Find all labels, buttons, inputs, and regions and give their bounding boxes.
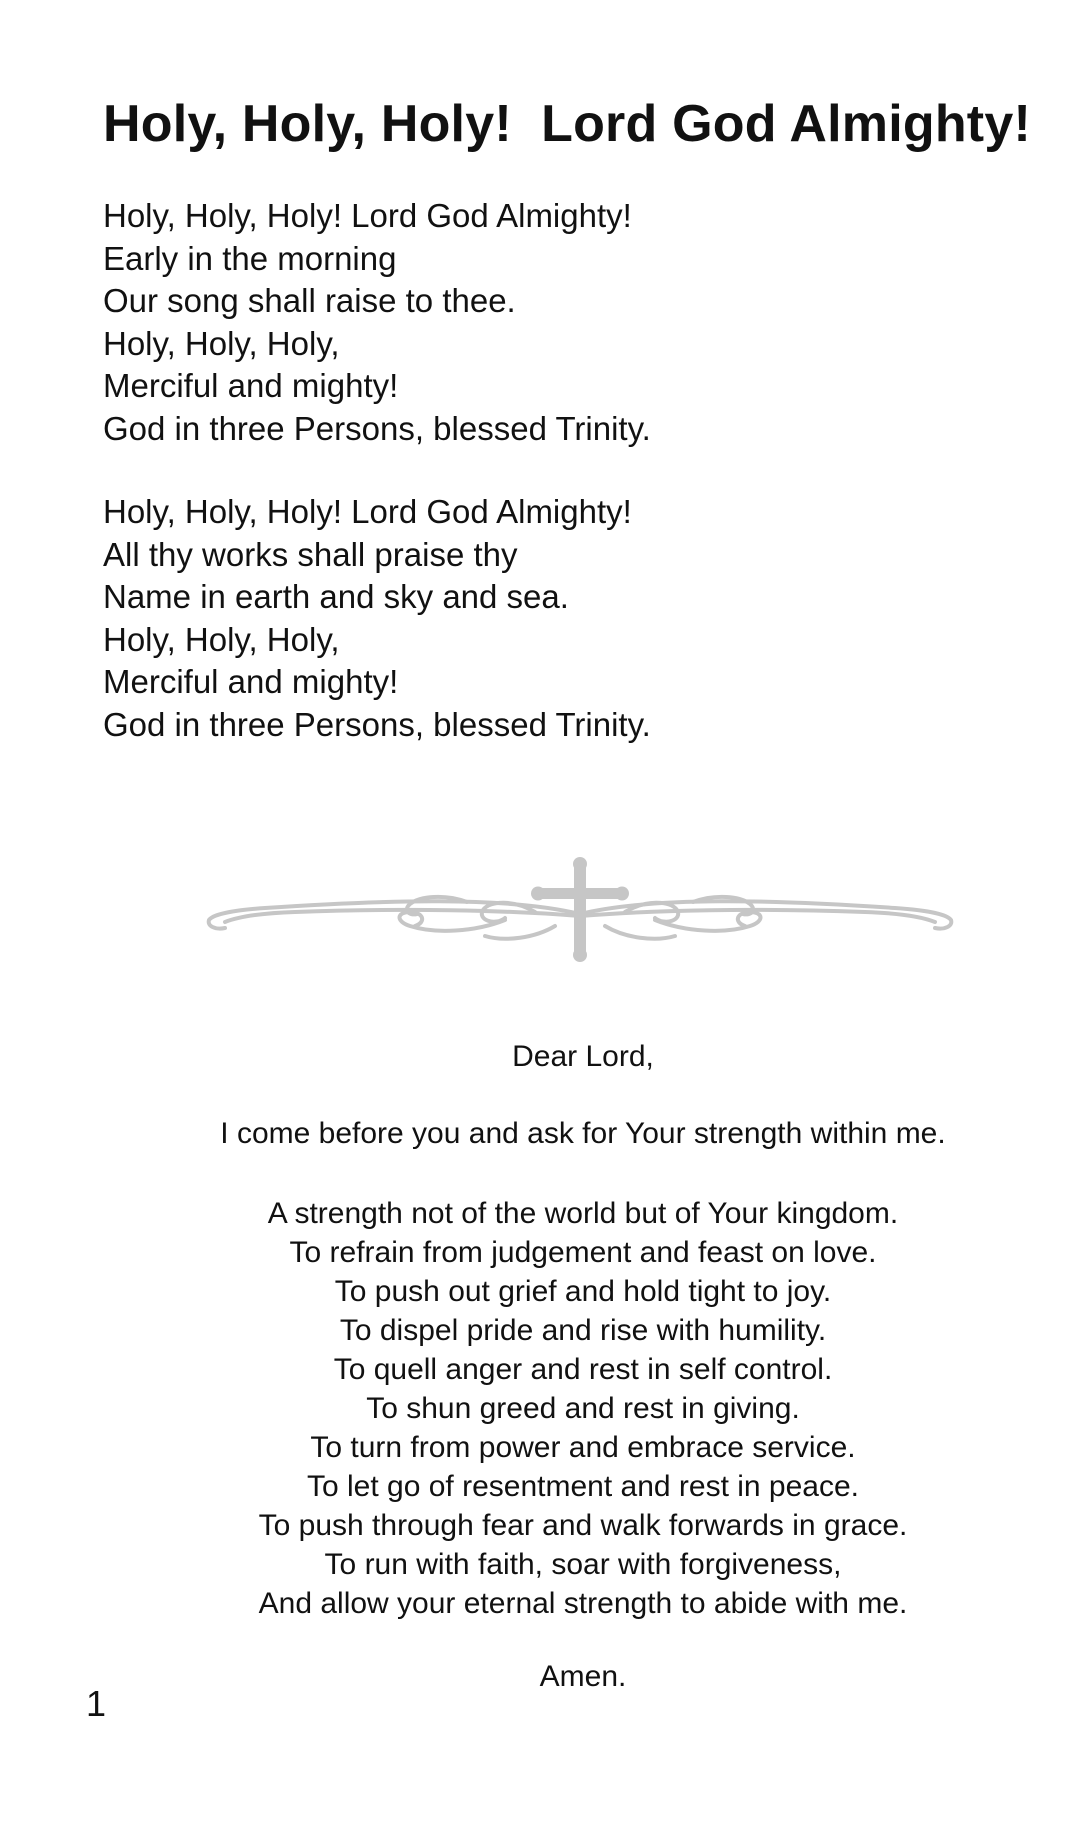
- verse-line: Merciful and mighty!: [103, 367, 399, 404]
- verse-line: Our song shall raise to thee.: [103, 282, 516, 319]
- prayer-line: To run with faith, soar with forgiveness,: [324, 1548, 842, 1581]
- hymn-title: Holy, Holy, Holy! Lord God Almighty!: [103, 95, 1031, 153]
- verse-line: Merciful and mighty!: [103, 663, 399, 700]
- verse-line: Holy, Holy, Holy,: [103, 620, 340, 658]
- prayer-line: To dispel pride and rise with humility.: [339, 1314, 827, 1347]
- prayer-line: To push through fear and walk forwards in grace.: [258, 1509, 908, 1542]
- verse-line: Holy, Holy, Holy! Lord God Almighty!: [103, 197, 632, 234]
- page-number: 1: [86, 1683, 107, 1724]
- prayer-opening: I come before you and ask for Your strength within me.: [220, 1117, 946, 1150]
- prayer-line: To push out grief and hold tight to joy.: [334, 1275, 832, 1308]
- verse-line: God in three Persons, blessed Trinity.: [103, 705, 651, 743]
- prayer-body: [40, 1194, 1086, 1623]
- prayer-closing: Amen.: [539, 1660, 627, 1693]
- verse-line: All thy works shall praise thy: [103, 535, 518, 573]
- prayer-line: And allow your eternal strength to abide with me.: [258, 1587, 908, 1620]
- prayer-salutation: Dear Lord,: [512, 1040, 654, 1073]
- prayer-line: To shun greed and rest in giving.: [366, 1392, 800, 1425]
- verse-line: Holy, Holy, Holy! Lord God Almighty!: [103, 493, 632, 530]
- verse-line: Early in the morning: [103, 239, 397, 277]
- verse-line: Name in earth and sky and sea.: [103, 578, 569, 615]
- cross-flourish-icon: [205, 856, 955, 966]
- verse-line: Holy, Holy, Holy,: [103, 324, 340, 362]
- prayer-line: To let go of resentment and rest in peace.: [307, 1470, 859, 1503]
- prayer-line: A strength not of the world but of Your kingdom.: [267, 1197, 899, 1230]
- verse-line: God in three Persons, blessed Trinity.: [103, 409, 651, 447]
- prayer-line: To turn from power and embrace service.: [310, 1431, 856, 1464]
- verse-2: [103, 491, 651, 746]
- prayer-line: To quell anger and rest in self control.: [333, 1353, 833, 1386]
- prayer-line: To refrain from judgement and feast on love.: [289, 1236, 877, 1269]
- verse-1: [103, 195, 651, 450]
